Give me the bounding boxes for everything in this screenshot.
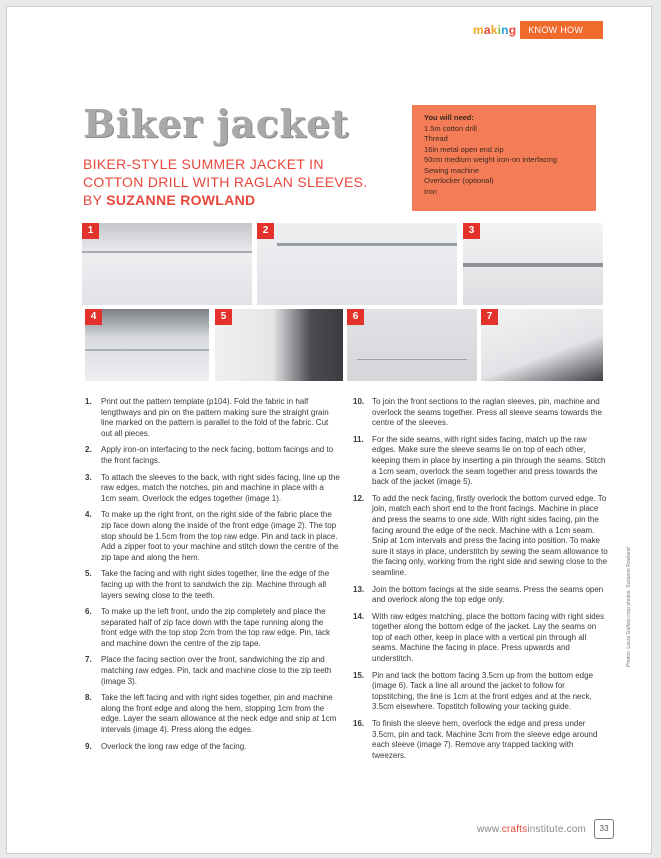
photo-step-5	[215, 309, 343, 381]
step-text: Take the left facing and with right sides together, pin and machine along the front edge and along the hem, stopping 1cm from the edge. Layer the seam allowance at the neck edge and snip at 1cm intervals (image 4). Press along the edges.	[101, 693, 337, 735]
instructions-left-column	[85, 397, 341, 758]
photo-step-3	[463, 223, 603, 305]
instruction-step	[85, 693, 341, 735]
materials-list	[424, 124, 586, 198]
step-number: 11.	[353, 434, 364, 444]
step-number: 15.	[353, 670, 365, 680]
instruction-step	[85, 655, 341, 687]
material-item: Sewing machine	[424, 165, 480, 175]
you-will-need-box	[412, 105, 596, 211]
photo-credit: Photos: Laura Gaffa/p.crop photos: Suzanne Rowland	[626, 547, 632, 667]
step-number: 12.	[353, 493, 365, 503]
step-number: 5.	[85, 569, 92, 579]
photo-number: 1	[82, 223, 99, 239]
website-url: www.craftsinstitute.com	[477, 823, 587, 835]
making-letter: n	[501, 23, 509, 37]
instruction-step	[353, 612, 608, 665]
byline-by: BY	[83, 192, 103, 208]
material-item: 50cm medium weight iron-on interfacing	[424, 155, 557, 164]
photo-number: 5	[215, 309, 232, 325]
step-number: 1.	[85, 397, 92, 406]
step-text: To attach the sleeves to the back, with right sides facing, line up the raw edges, match the notches, pin and machine in place with a 1cm seam. Overlock the edges together (image 1).	[101, 472, 340, 503]
page-number: 33	[594, 819, 614, 839]
step-text: Place the facing section over the front, sandwiching the zip and matching raw edges. Pin, tack and machine close to the zip teeth (image 3).	[101, 655, 332, 686]
instruction-step	[353, 671, 608, 713]
you-will-need-title: You will need:	[424, 113, 474, 122]
magazine-page	[6, 6, 652, 854]
byline-author: SUZANNE ROWLAND	[106, 192, 256, 208]
step-text: Overlock the long raw edge of the facing.	[101, 741, 247, 751]
step-number: 9.	[85, 741, 92, 751]
photo-step-2	[257, 223, 457, 305]
photo-step-7	[481, 309, 603, 381]
step-text: Take the facing and with right sides together, line the edge of the facing up with the front to sandwich the zip. Machine through all layers sewing close to the teeth.	[101, 569, 330, 600]
instruction-step	[85, 510, 341, 563]
material-item: Overlocker (optional)	[424, 176, 494, 185]
step-text: To make up the left front, undo the zip completely and place the separated half of zip face down with the tape running along the front edge with the top stop 2cm from the top raw edge. Pin, tack and machine down the centre of the zip tape.	[101, 607, 331, 648]
instruction-step	[353, 397, 608, 429]
instruction-step	[85, 569, 341, 601]
step-text: Pin and tack the bottom facing 3.5cm up from the bottom edge (image 6). Tack a line all around the jacket to follow for topstitching, the line is 1cm at the front edges and at the neck, 3.5cm elsewhere. Topstitch following your tacking guide.	[372, 670, 594, 712]
photo-number: 6	[347, 309, 364, 325]
step-number: 7.	[85, 655, 92, 665]
step-text: Apply iron-on interfacing to the neck facing, bottom facings and to the front facings.	[101, 445, 334, 465]
byline	[83, 191, 383, 209]
instruction-step	[85, 742, 341, 753]
step-number: 3.	[85, 472, 92, 482]
instruction-step	[85, 445, 341, 466]
instruction-step	[353, 435, 608, 488]
making-letter: a	[483, 23, 491, 37]
making-letter: g	[508, 23, 517, 37]
step-text: To finish the sleeve hem, overlock the edge and press under 3.5cm, pin and tack. Machine 3cm from the sleeve edge around each sleeve (image 7). Remove any trapped tacking with tweezers.	[372, 719, 598, 760]
instruction-step	[353, 494, 608, 579]
photo-number: 7	[481, 309, 498, 325]
instruction-step	[353, 585, 608, 606]
step-text: To make up the right front, on the right side of the fabric place the zip face down along the inside of the front edge (image 2). The top stop should be 1.5cm from the top raw edge. Pin and tack in place. Add a zipper foot to your machine and stitch down the centre of the zip tape and along the hem.	[101, 510, 339, 562]
step-number: 14.	[353, 611, 365, 621]
step-number: 16.	[353, 719, 365, 729]
material-item: Thread	[424, 134, 448, 143]
photo-number: 4	[85, 309, 102, 325]
step-text: With raw edges matching, place the bottom facing with right sides together along the bottom edge of the jacket. Lay the seams on top of each other, keep in place with a vertical pin through all seams. Machine the facing in place. Press upwards and understitch.	[372, 611, 605, 664]
instruction-step	[85, 607, 341, 649]
step-text: To add the neck facing, firstly overlock the bottom curved edge. To join, match each short end to the front facings. Machine in place and press the seams to one side. With right sides facing, pin the facing around the edge of the neck. Machine with a 1cm seam. Snip at 1cm intervals and press the facing into position. To make sure it stays in place, understitch by sewing the seam allowance to the facing only, working from the right side and sewing close to the seamline.	[372, 493, 608, 577]
making-letter: m	[473, 23, 484, 37]
step-number: 8.	[85, 693, 92, 703]
photo-step-6	[347, 309, 477, 381]
making-letter: k	[490, 23, 498, 37]
step-number: 2.	[85, 445, 92, 455]
instruction-step	[353, 719, 608, 761]
article-subtitle	[83, 155, 383, 209]
material-item: Iron	[424, 186, 437, 196]
know-how-tab: KNOW HOW	[520, 21, 603, 39]
step-number: 6.	[85, 607, 92, 617]
photo-step-1	[82, 223, 252, 305]
step-text: Print out the pattern template (p104). Fold the fabric in half lengthways and pin on the pattern making sure the straight grain line marked on the pattern is parallel to the fold of the fabric. Cut out all pieces.	[101, 397, 329, 438]
instructions-right-column	[353, 397, 608, 767]
making-label	[473, 23, 516, 37]
step-number: 10.	[353, 397, 365, 406]
instruction-step	[85, 473, 341, 505]
section-header	[473, 21, 603, 39]
step-text: Join the bottom facings at the side seams. Press the seams open and overlock along the top edge only.	[372, 584, 604, 605]
photo-number: 3	[463, 223, 480, 239]
step-number: 4.	[85, 510, 92, 520]
photo-step-4	[85, 309, 209, 381]
material-item: 16in metal open end zip	[424, 144, 504, 154]
subtitle-text: BIKER-STYLE SUMMER JACKET IN COTTON DRILL WITH RAGLAN SLEEVES.	[83, 156, 368, 190]
step-text: To join the front sections to the raglan sleeves, pin, machine and overlock the seams together. Press all sleeve seams towards the centre of the sleeves.	[372, 397, 602, 428]
instruction-step	[85, 397, 341, 439]
material-item: 1.5m cotton drill	[424, 123, 477, 133]
article-title: Biker jacket	[83, 101, 349, 146]
step-text: For the side seams, with right sides facing, match up the raw edges. Make sure the sleeve seams lie on top of each other, keeping them in place by inserting a pin through the seams. Stitch a 1cm seam, overlock the seam together and press towards the back of the jacket (image 5).	[372, 434, 606, 487]
step-number: 13.	[353, 584, 365, 594]
photo-number: 2	[257, 223, 274, 239]
page-footer	[477, 819, 614, 839]
making-letter: i	[497, 23, 502, 37]
